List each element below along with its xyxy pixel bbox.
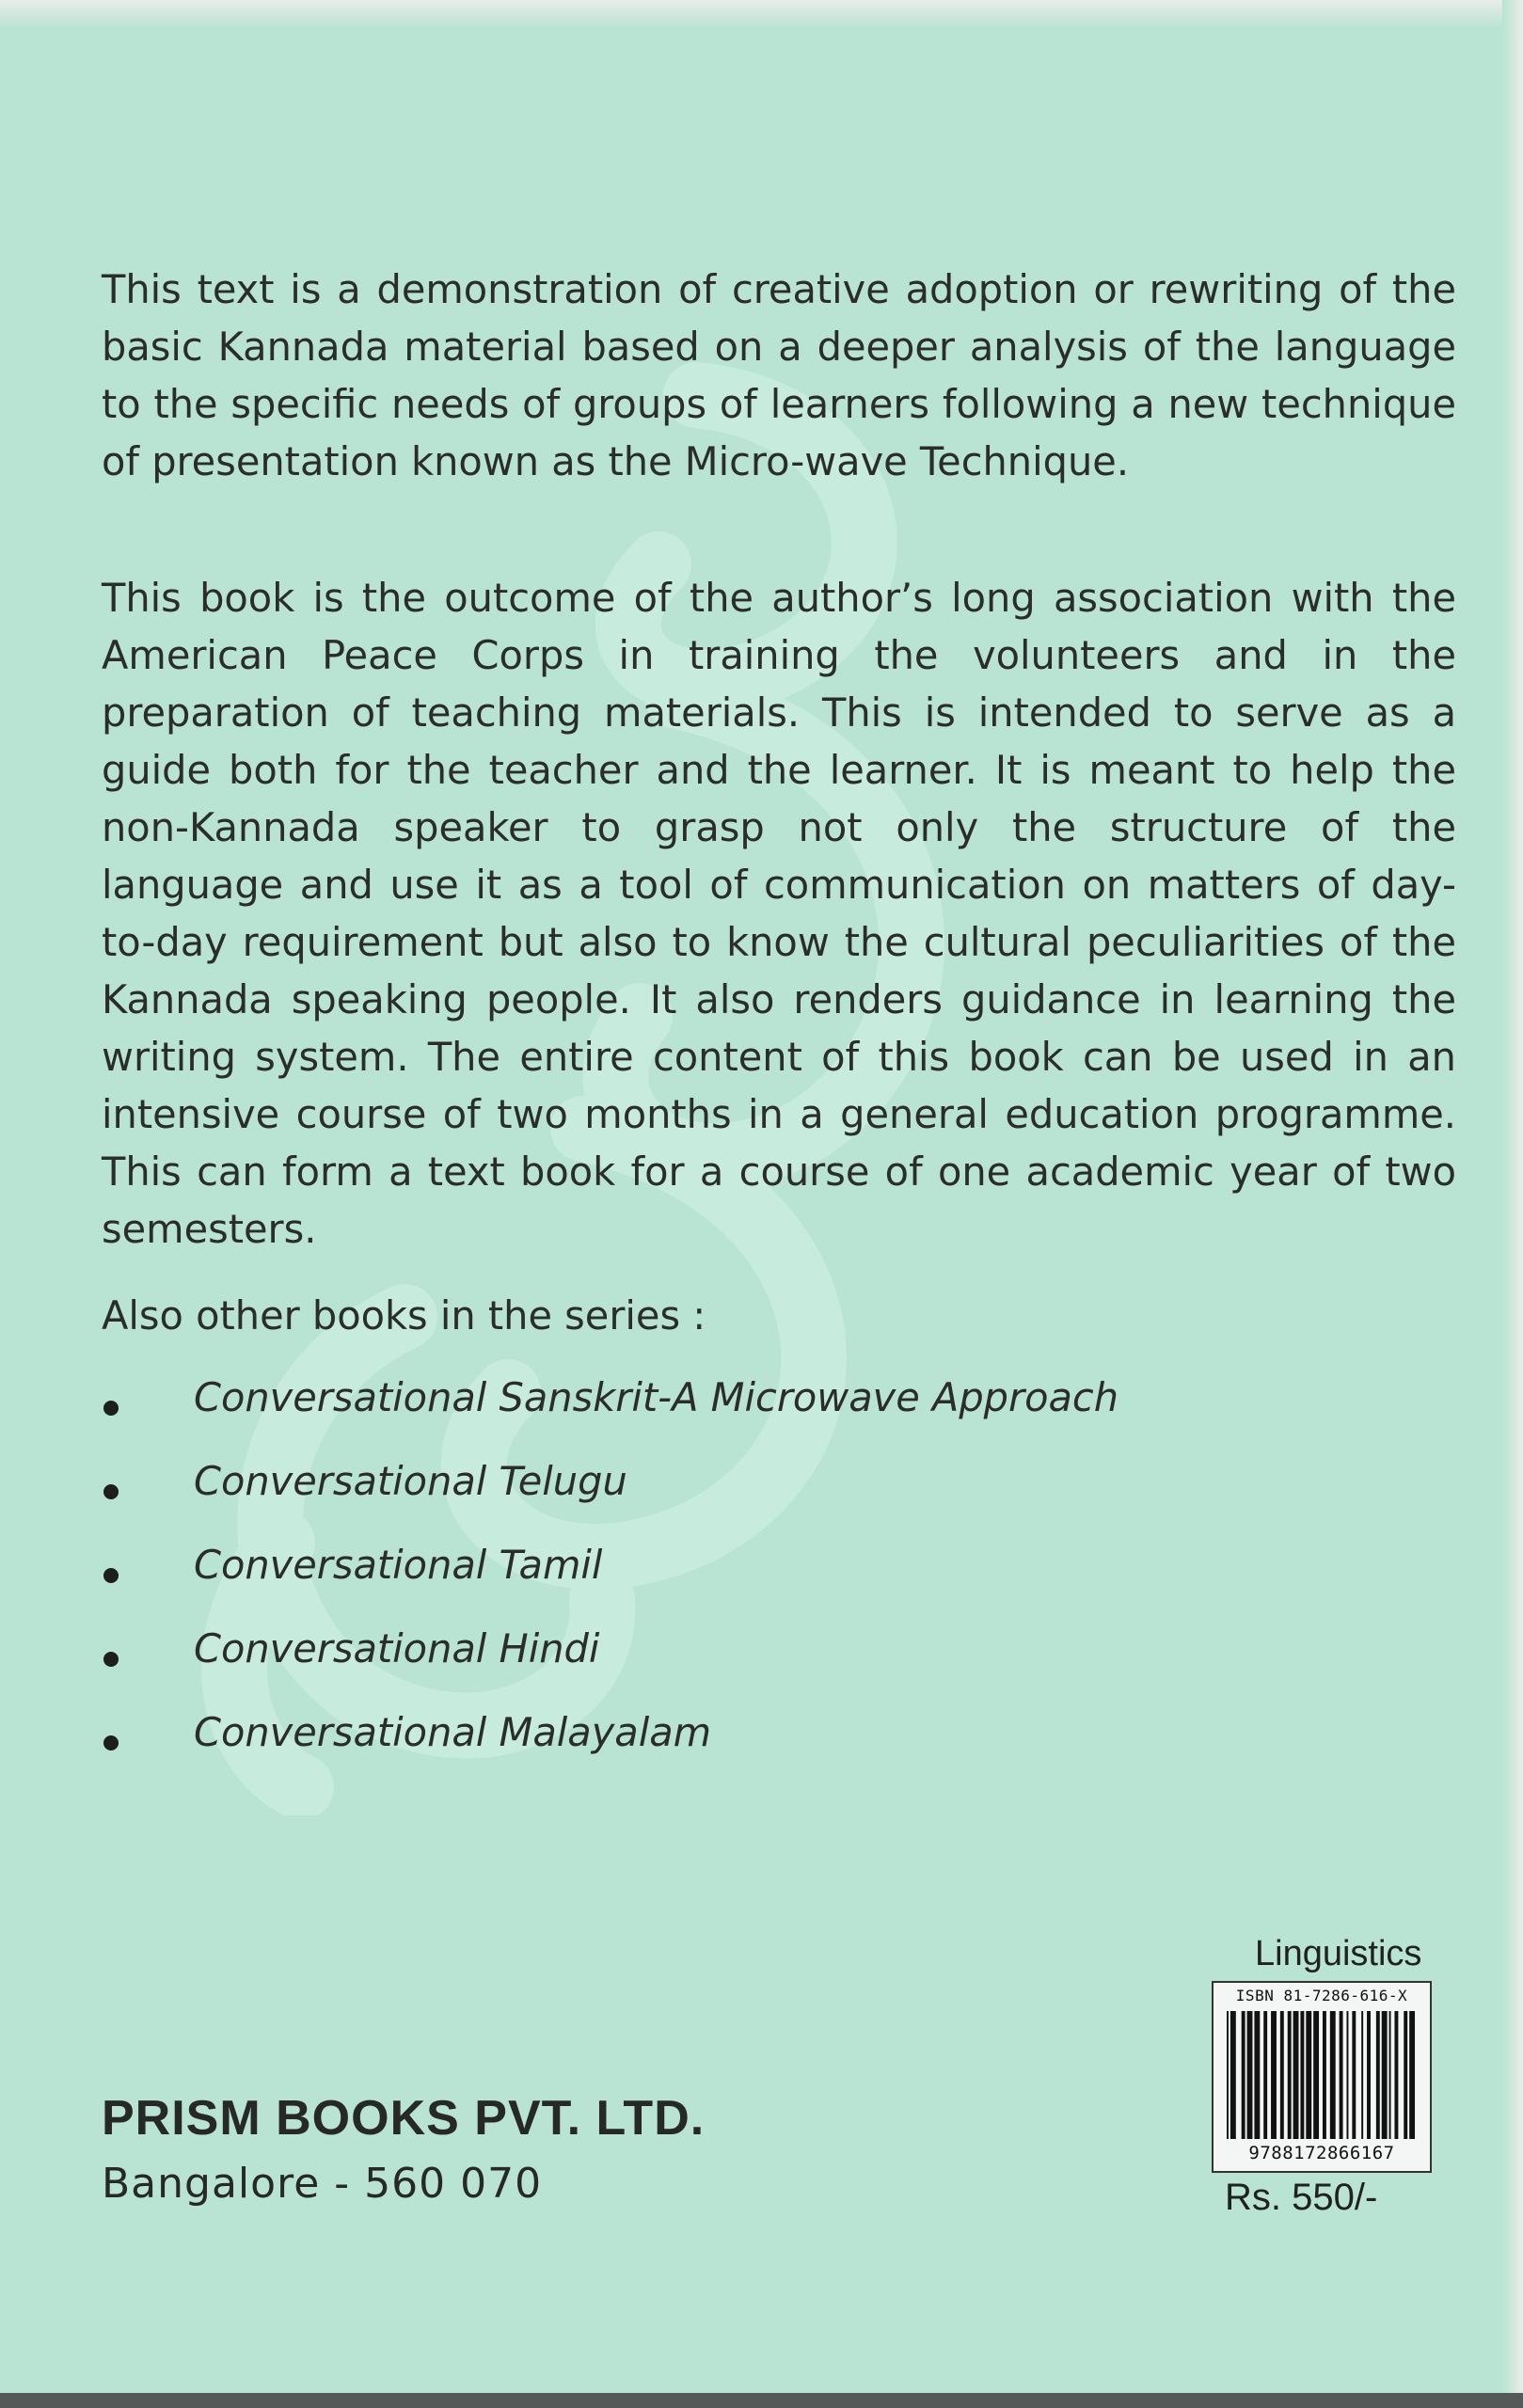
- description-paragraph-2: This book is the outcome of the author’s long association with the American Peace Corps in training the volunteers and in the preparation of teaching materials. This is intended to serve as a guide both for the teacher and the learner. It is meant to help the non-Kannada speaker to grasp not only the structure of the language and use it as a tool of communication on matters of day-to-day requirement but also to know the cultural peculiarities of the Kannada speaking people. It also renders guidance in learning the writing system. The entire content of this book can be used in an intensive course of two months in a general education programme. This can form a text book for a course of one academic year of two semesters.: [102, 575, 1456, 1252]
- barcode-bar: [1263, 2011, 1267, 2139]
- barcode-bar: [1376, 2011, 1380, 2139]
- barcode-bar: [1352, 2011, 1356, 2139]
- series-item-title: Conversational Malayalam: [194, 1709, 712, 1755]
- barcode-bar: [1367, 2011, 1371, 2139]
- barcode-bar: [1254, 2011, 1260, 2139]
- price-label: Rs. 550/-: [1225, 2177, 1378, 2218]
- ean-number: 9788172866167: [1248, 2143, 1395, 2163]
- cover-bottom-edge: [0, 2393, 1523, 2408]
- isbn-label: ISBN 81-7286-616-X: [1235, 1987, 1408, 2004]
- series-item-title: Conversational Tamil: [194, 1542, 603, 1588]
- cover-right-edge: [1502, 0, 1523, 2408]
- barcode-bar: [1230, 2011, 1236, 2139]
- barcode-bars: [1227, 2011, 1417, 2139]
- barcode-bar: [1340, 2011, 1343, 2139]
- barcode-bar: [1242, 2011, 1245, 2139]
- description-paragraph-1: This text is a demonstration of creative adoption or rewriting of the basic Kannada material based on a deeper analysis of the language to the specific needs of groups of learners following a new technique of presentation known as the Micro-wave Technique.: [102, 266, 1456, 484]
- barcode-bar: [1330, 2011, 1336, 2139]
- barcode-bar: [1313, 2011, 1319, 2139]
- bullet-icon: [103, 1735, 119, 1751]
- barcode-bar: [1227, 2011, 1229, 2139]
- series-heading: Also other books in the series :: [102, 1292, 706, 1339]
- barcode-bar: [1409, 2011, 1415, 2139]
- bullet-icon: [103, 1484, 119, 1499]
- subject-category: Linguistics: [1255, 1934, 1422, 1973]
- publisher-city: Bangalore - 560 070: [102, 2160, 543, 2208]
- series-item-title: Conversational Telugu: [194, 1458, 627, 1504]
- series-item-title: Conversational Hindi: [194, 1625, 600, 1671]
- barcode-bar: [1280, 2011, 1284, 2139]
- bullet-icon: [103, 1652, 119, 1667]
- barcode-bar: [1271, 2011, 1277, 2139]
- barcode-bar: [1293, 2011, 1299, 2139]
- barcode-bar: [1346, 2011, 1348, 2139]
- barcode-bar: [1323, 2011, 1326, 2139]
- barcode-bar: [1288, 2011, 1292, 2139]
- isbn-barcode: [1212, 1981, 1432, 2173]
- publisher-name: PRISM BOOKS PVT. LTD.: [102, 2091, 706, 2146]
- barcode-bar: [1389, 2011, 1391, 2139]
- bullet-icon: [103, 1401, 119, 1416]
- barcode-bar: [1382, 2011, 1388, 2139]
- bullet-icon: [103, 1568, 119, 1583]
- barcode-bar: [1247, 2011, 1253, 2139]
- barcode-bar: [1306, 2011, 1311, 2139]
- barcode-bar: [1361, 2011, 1363, 2139]
- series-item-title: Conversational Sanskrit-A Microwave Approach: [194, 1374, 1119, 1420]
- barcode-bar: [1300, 2011, 1304, 2139]
- barcode-bar: [1394, 2011, 1398, 2139]
- cover-top-edge: [0, 0, 1523, 28]
- barcode-bar: [1404, 2011, 1407, 2139]
